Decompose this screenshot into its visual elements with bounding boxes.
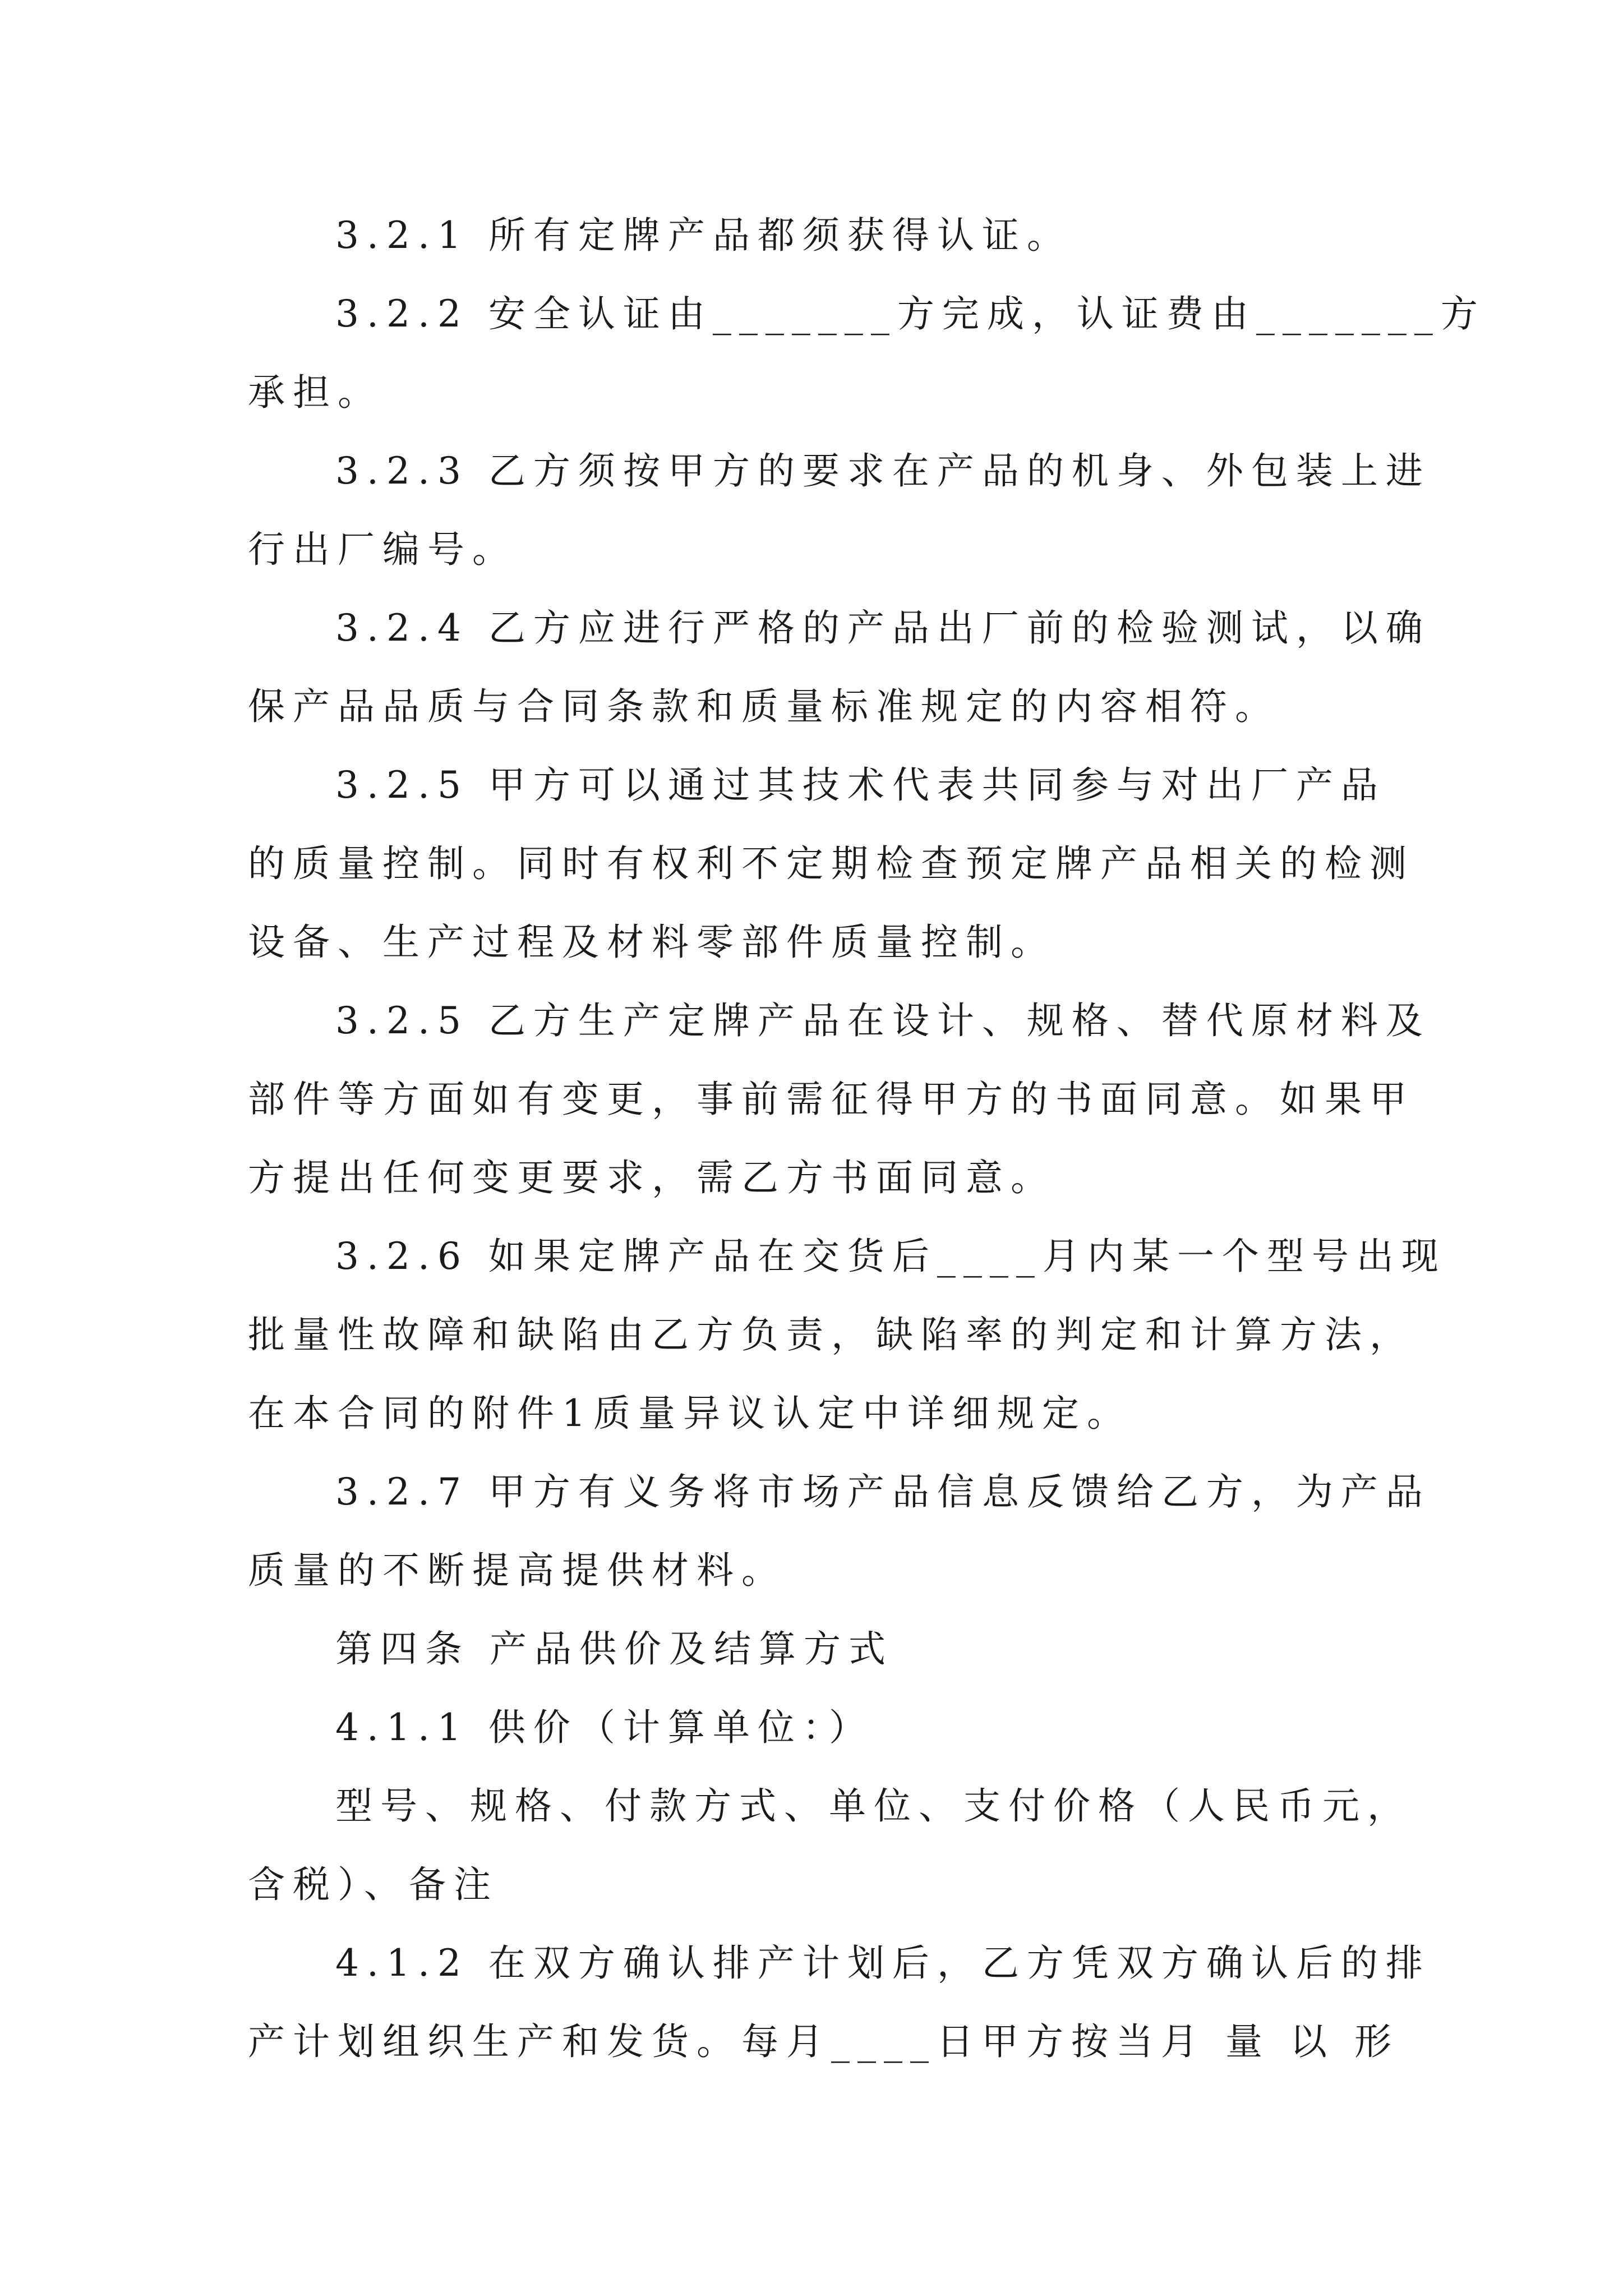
clause-3-2-5a-line-2: 的质量控制。同时有权利不定期检查预定牌产品相关的检测 xyxy=(248,842,1414,885)
clause-3-2-4-line-2: 保产品品质与合同条款和质量标准规定的内容相符。 xyxy=(248,685,1280,728)
price-table-fields-line-2: 含税）、备注 xyxy=(248,1863,499,1906)
clause-3-2-5b-line-3: 方提出任何变更要求，需乙方书面同意。 xyxy=(248,1156,1055,1199)
clause-4-1-1: 4.1.1 供价（计算单位：） xyxy=(335,1706,874,1749)
clause-3-2-3-line-2: 行出厂编号。 xyxy=(248,528,517,571)
price-table-fields-line-1: 型号、规格、付款方式、单位、支付价格（人民币元， xyxy=(335,1784,1412,1828)
clause-3-2-2-line-1: 3.2.2 安全认证由_______方完成，认证费由_______方 xyxy=(335,292,1486,335)
clause-3-2-7-line-1: 3.2.7 甲方有义务将市场产品信息反馈给乙方，为产品 xyxy=(335,1470,1431,1513)
clause-3-2-5b-line-1: 3.2.5 乙方生产定牌产品在设计、规格、替代原材料及 xyxy=(335,999,1431,1042)
clause-3-2-3-line-1: 3.2.3 乙方须按甲方的要求在产品的机身、外包装上进 xyxy=(335,449,1431,493)
clause-3-2-5a-line-3: 设备、生产过程及材料零部件质量控制。 xyxy=(248,921,1055,964)
clause-3-2-7-line-2: 质量的不断提高提供材料。 xyxy=(248,1549,786,1592)
clause-3-2-5a-line-1: 3.2.5 甲方可以通过其技术代表共同参与对出厂产品 xyxy=(335,763,1386,807)
clause-3-2-6-line-2: 批量性故障和缺陷由乙方负责，缺陷率的判定和计算方法， xyxy=(248,1313,1414,1356)
clause-3-2-5b-line-2: 部件等方面如有变更，事前需征得甲方的书面同意。如果甲 xyxy=(248,1078,1414,1121)
section-heading-article-4: 第四条 产品供价及结算方式 xyxy=(335,1627,893,1671)
clause-3-2-2-line-2: 承担。 xyxy=(248,371,382,414)
clause-4-1-2-line-2: 产计划组织生产和发货。每月____日甲方按当月 量 以 形 xyxy=(248,2020,1399,2063)
clause-3-2-1: 3.2.1 所有定牌产品都须获得认证。 xyxy=(335,214,1072,257)
clause-3-2-6-line-3: 在本合同的附件1质量异议认定中详细规定。 xyxy=(248,1392,1132,1435)
clause-4-1-2-line-1: 4.1.2 在双方确认排产计划后，乙方凭双方确认后的排 xyxy=(335,1941,1431,1985)
clause-3-2-6-line-1: 3.2.6 如果定牌产品在交货后____月内某一个型号出现 xyxy=(335,1235,1446,1278)
clause-3-2-4-line-1: 3.2.4 乙方应进行严格的产品出厂前的检验测试，以确 xyxy=(335,606,1431,650)
